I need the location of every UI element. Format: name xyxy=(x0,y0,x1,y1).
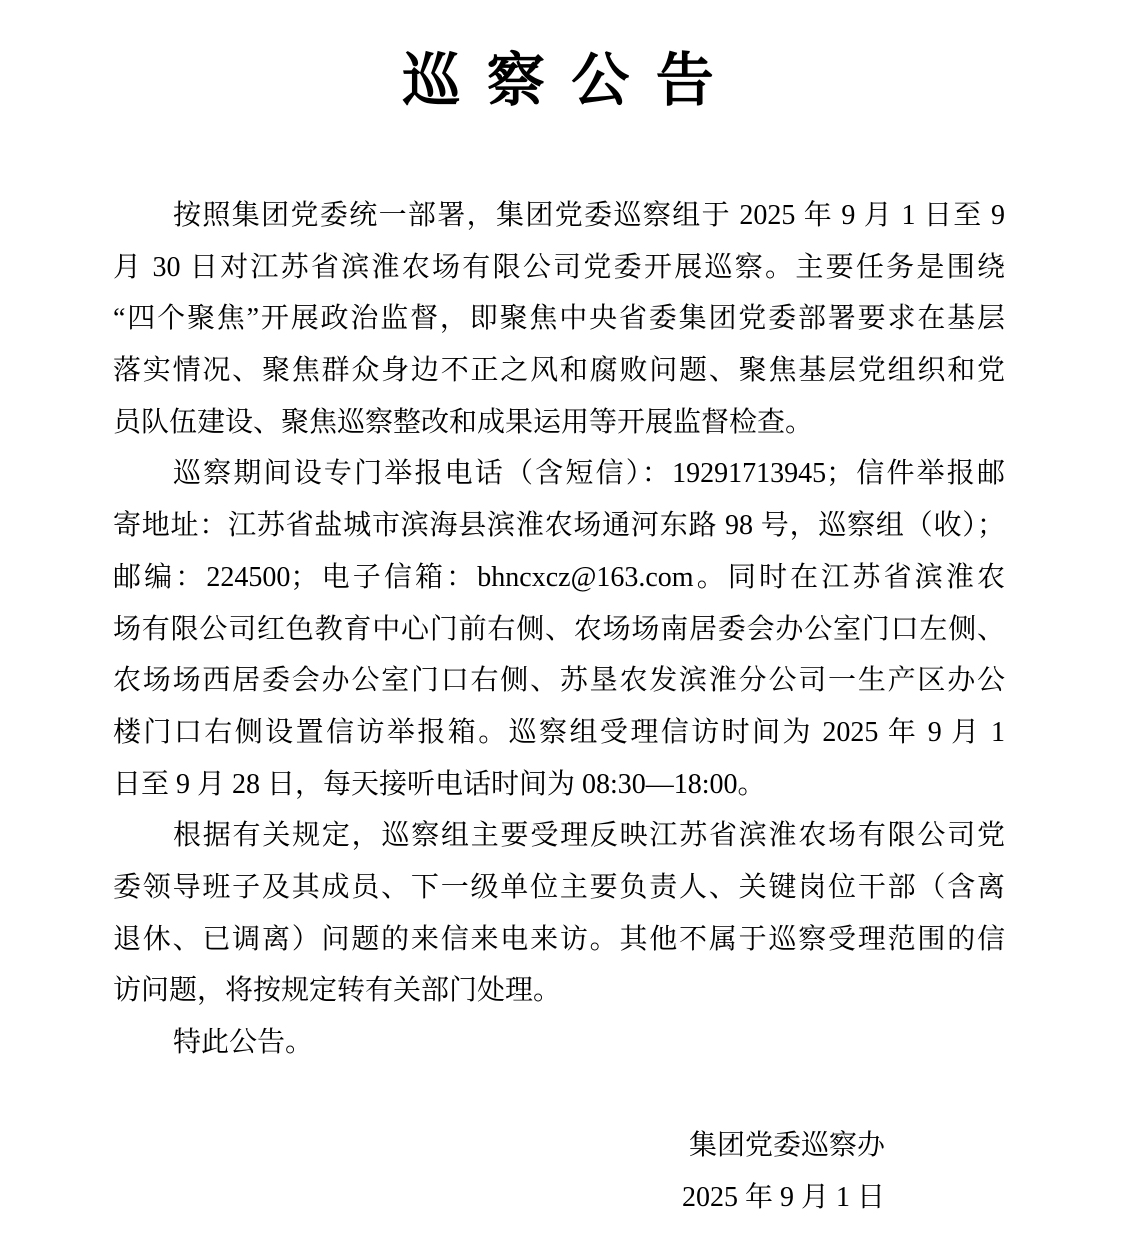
text-line: 日至 9 月 28 日，每天接听电话时间为 08:30—18:00。 xyxy=(113,768,766,800)
text-line: 委领导班子及其成员、下一级单位主要负责人、关键岗位干部（含离 xyxy=(113,871,1005,903)
paragraphs-container xyxy=(113,190,1005,1069)
text-line: 落实情况、聚焦群众身边不正之风和腐败问题、聚焦基层党组织和党 xyxy=(113,355,1005,387)
text-line: 场有限公司红色教育中心门前右侧、农场场南居委会办公室门口左侧、 xyxy=(113,613,1005,645)
text-line: 访问题，将按规定转有关部门处理。 xyxy=(113,975,562,1007)
text-line: 寄地址：江苏省盐城市滨海县滨淮农场通河东路 98 号，巡察组（收）； xyxy=(113,510,1005,542)
text-line: 根据有关规定，巡察组主要受理反映江苏省滨淮农场有限公司党 xyxy=(173,820,1005,852)
signature-name: 集团党委巡察办 xyxy=(688,1130,885,1162)
text-line: 巡察期间设专门举报电话（含短信）：19291713945；信件举报邮 xyxy=(173,458,1005,490)
text-line: 员队伍建设、聚焦巡察整改和成果运用等开展监督检查。 xyxy=(113,406,814,438)
text-line: 邮编：224500；电子信箱：bhncxcz@163.com。同时在江苏省滨淮农 xyxy=(113,561,1005,593)
document-body xyxy=(113,190,1005,1224)
text-line: “四个聚焦”开展政治监督，即聚焦中央省委集团党委部署要求在基层 xyxy=(113,303,1005,335)
text-line: 楼门口右侧设置信访举报箱。巡察组受理信访时间为 2025 年 9 月 1 xyxy=(113,716,1005,748)
signature-date: 2025 年 9 月 1 日 xyxy=(681,1182,885,1214)
document-title: 巡 察 公 告 xyxy=(402,48,720,113)
blank-line-spacer xyxy=(113,1069,1005,1121)
text-line: 特此公告。 xyxy=(173,1027,314,1058)
text-line: 退休、已调离）问题的来信来电来访。其他不属于巡察受理范围的信 xyxy=(113,923,1005,955)
text-line: 按照集团党委统一部署，集团党委巡察组于 2025 年 9 月 1 日至 9 xyxy=(173,200,1005,231)
text-line: 农场场西居委会办公室门口右侧、苏垦农发滨淮分公司一生产区办公 xyxy=(113,665,1005,697)
text-line: 月 30 日对江苏省滨淮农场有限公司党委开展巡察。主要任务是围绕 xyxy=(113,251,1005,283)
